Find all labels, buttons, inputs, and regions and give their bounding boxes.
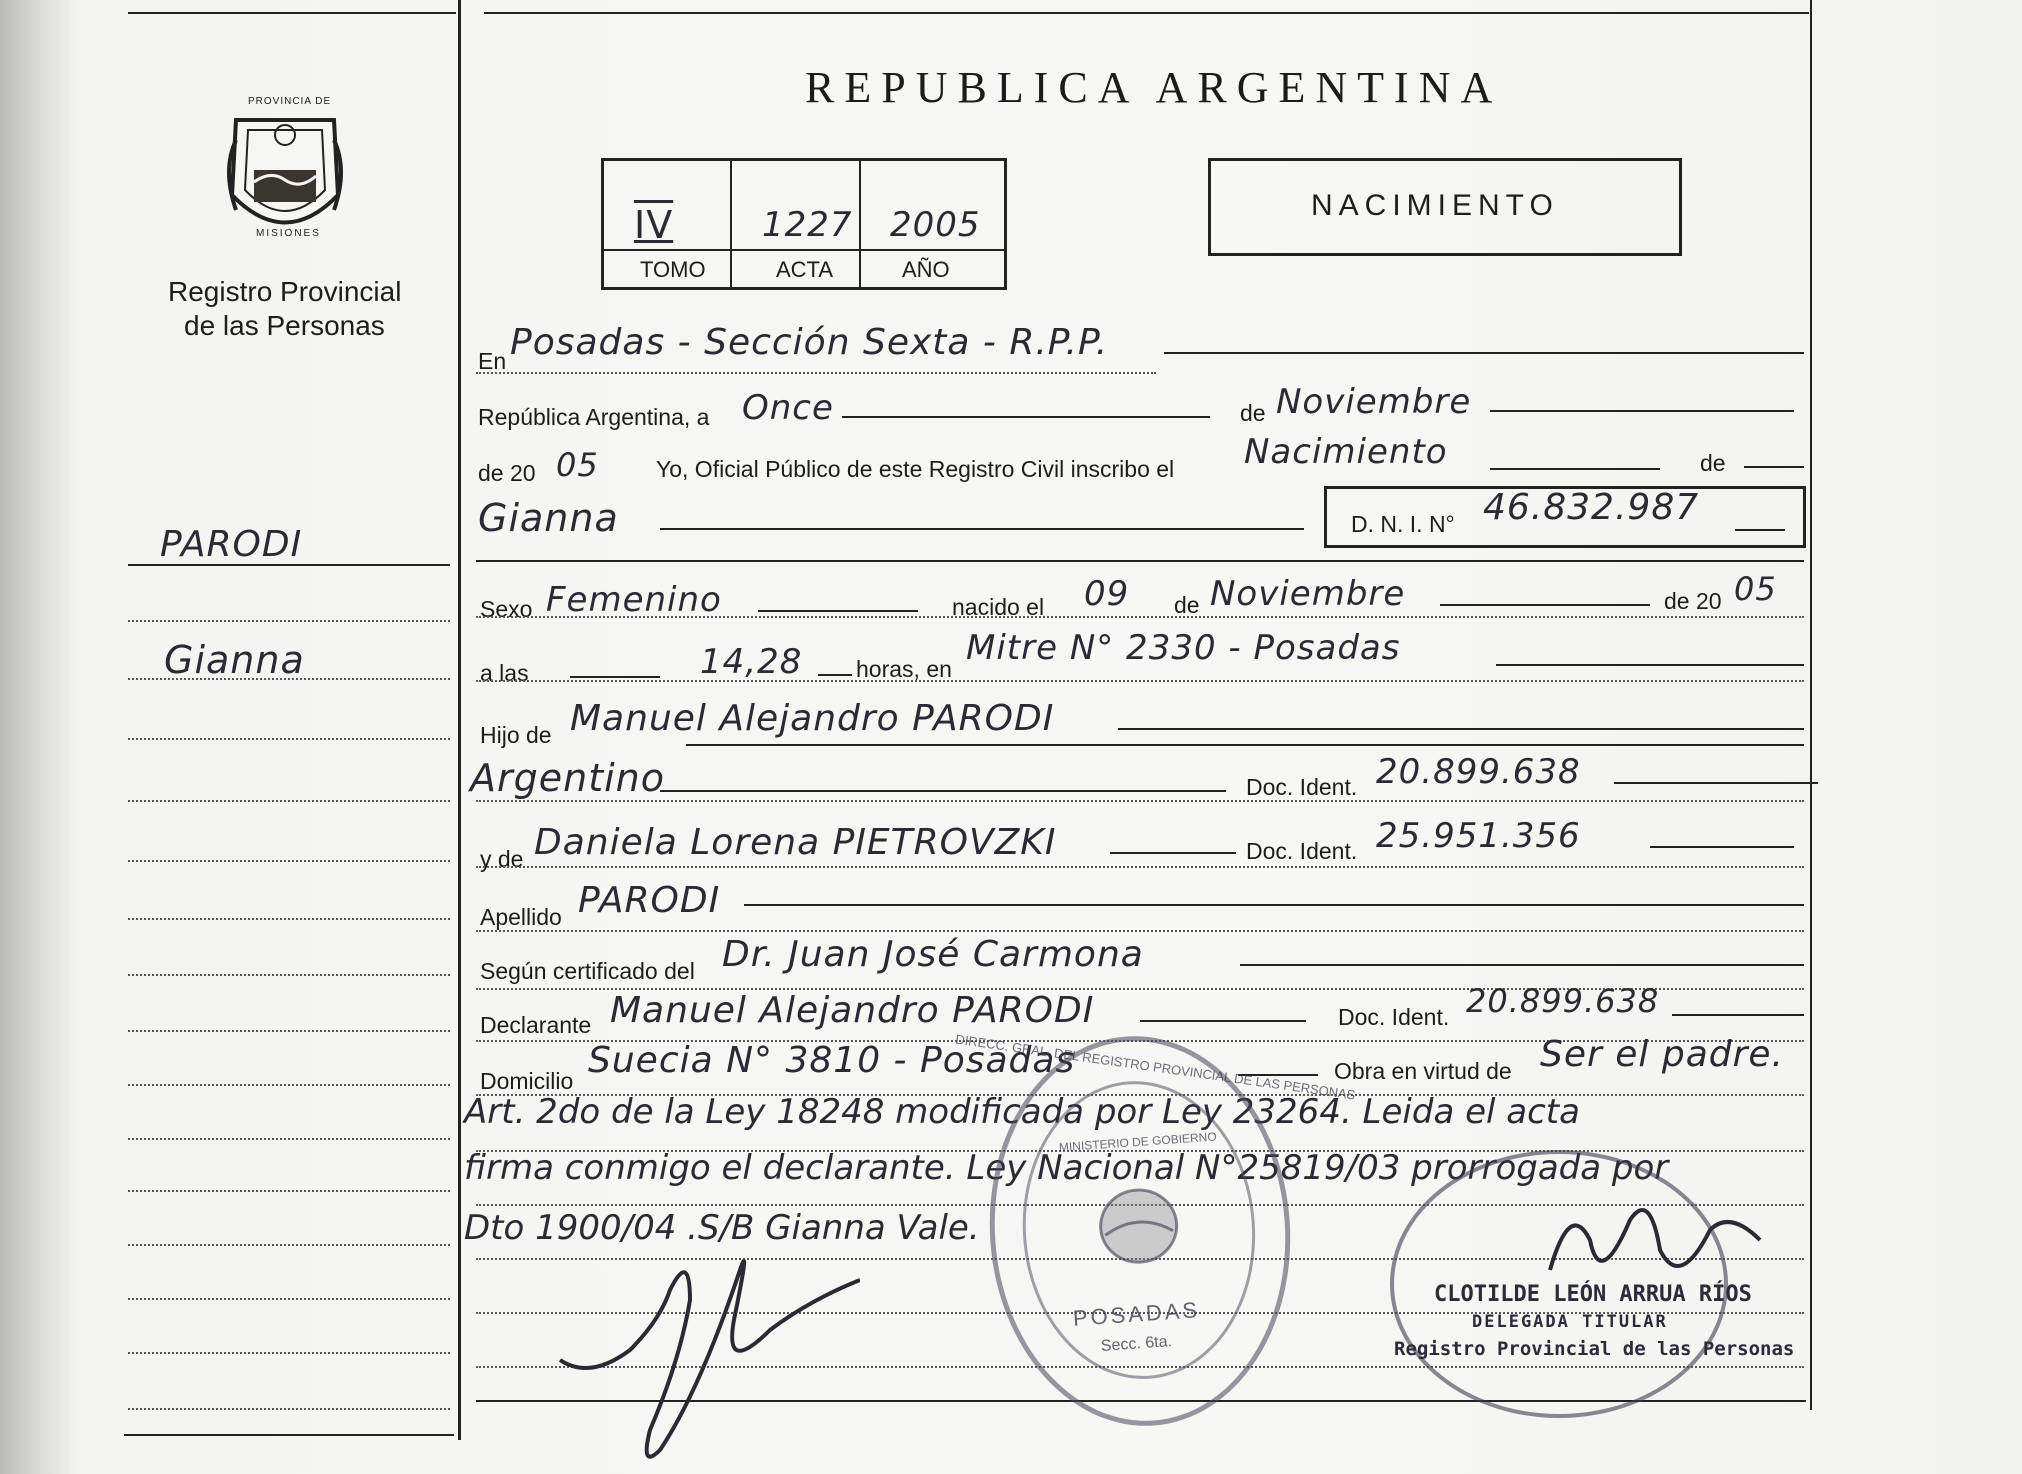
registry-name-line2: de las Personas — [184, 310, 385, 341]
sidebar-dotted-line — [128, 1030, 450, 1032]
madre-doc: 25.951.356 — [1376, 816, 1581, 856]
anio-value: 2005 — [890, 205, 981, 245]
acta-label: ACTA — [776, 257, 834, 282]
hijo-label: Hijo de — [480, 722, 552, 748]
alas-label: a las — [480, 660, 529, 686]
horas-label: horas, en — [856, 656, 952, 682]
seal-top-text: PROVINCIA DE — [248, 96, 332, 107]
top-rule-right — [484, 12, 1809, 14]
de-label-2: de — [1700, 450, 1726, 476]
declarante-label: Declarante — [480, 1012, 592, 1038]
note-line-2: firma conmigo el declarante. Ley Nacional N°25819/03 prorrogada por — [464, 1148, 1669, 1188]
hora-value: 14,28 — [700, 642, 803, 682]
sidebar-bottom-rule — [124, 1434, 454, 1436]
apellido-label: Apellido — [480, 904, 562, 930]
yde-label: y de — [480, 846, 524, 872]
madre-value: Daniela Lorena PIETROVZKI — [534, 822, 1057, 863]
sidebar-dotted-line — [128, 738, 450, 740]
sidebar-dotted-line — [128, 678, 450, 680]
obra-value: Ser el padre. — [1540, 1034, 1784, 1075]
record-type-box — [1208, 158, 1682, 256]
name-value: Gianna — [478, 496, 619, 540]
declarant-signature — [540, 1230, 860, 1474]
stamp-inner-text: MINISTERIO DE GOBIERNO — [1058, 1129, 1218, 1155]
month-value: Noviembre — [1276, 382, 1472, 422]
birth-month: Noviembre — [1210, 574, 1406, 614]
domicilio-label: Domicilio — [480, 1068, 574, 1094]
seal-bottom-text: MISIONES — [256, 228, 321, 239]
sidebar-dotted-line — [128, 800, 450, 802]
sidebar-surname: PARODI — [160, 524, 303, 565]
certificado-label: Según certificado del — [480, 958, 695, 984]
acta-value: 1227 — [762, 205, 853, 245]
nacido-label: nacido el — [952, 594, 1045, 620]
en-label: En — [478, 348, 507, 374]
birth-year: 05 — [1734, 570, 1777, 608]
book-spine — [0, 0, 70, 1474]
oficial-text: Yo, Oficial Público de este Registro Civil inscribo el — [656, 456, 1175, 482]
misiones-seal-icon — [216, 100, 354, 248]
tomo-value: IV — [634, 203, 674, 247]
note-line-3: Dto 1900/04 .S/B Gianna Vale. — [464, 1208, 980, 1248]
sidebar-given-name: Gianna — [164, 638, 305, 682]
declarante-value: Manuel Alejandro PARODI — [610, 990, 1095, 1031]
tomo-label: TOMO — [640, 257, 706, 282]
anio-label: AÑO — [902, 257, 950, 282]
de-label-3: de — [1174, 592, 1200, 618]
inscribo-value: Nacimiento — [1244, 432, 1448, 472]
dni-label: D. N. I. N° — [1351, 511, 1455, 537]
year-prefix: de 20 — [478, 460, 536, 486]
note-line-1: Art. 2do de la Ley 18248 modificada por Ley 23264. Leida el acta — [464, 1092, 1580, 1132]
stamp-section: Secc. 6ta. — [1100, 1333, 1173, 1355]
coat-of-arms-icon — [1088, 1178, 1190, 1274]
stamp-outer-text: DIRECC. GRAL. DEL REGISTRO PROVINCIAL DE LAS PERSONAS — [954, 1031, 1357, 1103]
doc-label-madre: Doc. Ident. — [1246, 838, 1358, 864]
de-label: de — [1240, 400, 1266, 426]
sidebar-dotted-line — [128, 1352, 450, 1354]
en-value: Posadas - Sección Sexta - R.P.P. — [510, 322, 1109, 363]
padre-value: Manuel Alejandro PARODI — [570, 698, 1055, 739]
certificado-value: Dr. Juan José Carmona — [722, 934, 1144, 975]
sidebar-dotted-line — [128, 1298, 450, 1300]
official-name: CLOTILDE LEÓN ARRUA RÍOS — [1434, 1282, 1752, 1307]
stamp-city: POSADAS — [1072, 1297, 1201, 1331]
sidebar-surname-rule — [128, 564, 450, 566]
obra-label: Obra en virtud de — [1334, 1058, 1512, 1084]
form-right-border — [1810, 0, 1812, 1410]
official-role: DELEGADA TITULAR — [1472, 1312, 1668, 1332]
sidebar-dotted-line — [128, 1138, 450, 1140]
day-value: Once — [742, 388, 834, 428]
sidebar-dotted-line — [128, 1190, 450, 1192]
lugar-value: Mitre N° 2330 - Posadas — [966, 628, 1401, 668]
doc-label-padre: Doc. Ident. — [1246, 774, 1358, 800]
sidebar-dotted-line — [128, 1084, 450, 1086]
birth-day: 09 — [1084, 574, 1130, 614]
padre-doc: 20.899.638 — [1376, 752, 1581, 792]
republica-label: República Argentina, a — [478, 404, 710, 430]
sidebar-dotted-line — [128, 918, 450, 920]
registry-name-line1: Registro Provincial — [168, 276, 402, 307]
top-rule-left — [128, 12, 456, 14]
domicilio-value: Suecia N° 3810 - Posadas — [588, 1040, 1076, 1081]
dni-box — [1324, 486, 1806, 548]
sidebar-divider — [458, 0, 461, 1440]
doc-label-declarante: Doc. Ident. — [1338, 1004, 1450, 1030]
declarante-doc: 20.899.638 — [1466, 982, 1660, 1020]
sidebar-dotted-line — [128, 620, 450, 622]
round-official-stamp — [954, 1026, 1357, 1436]
sidebar-dotted-line — [128, 1244, 450, 1246]
tomo-acta-anio-box — [601, 158, 1007, 290]
sexo-value: Femenino — [546, 580, 722, 620]
padre-nacionalidad: Argentino — [470, 756, 665, 800]
record-type: NACIMIENTO — [1311, 189, 1559, 222]
dni-value: 46.832.987 — [1483, 487, 1700, 528]
sexo-label: Sexo — [480, 596, 533, 622]
country-title: REPUBLICA ARGENTINA — [805, 63, 1503, 112]
birth-year-prefix: de 20 — [1664, 588, 1722, 614]
sidebar-dotted-line — [128, 1408, 450, 1410]
apellido-value: PARODI — [578, 880, 721, 921]
sidebar-dotted-line — [128, 860, 450, 862]
year-value: 05 — [556, 446, 599, 484]
official-office: Registro Provincial de las Personas — [1394, 1338, 1795, 1360]
sidebar-dotted-line — [128, 974, 450, 976]
